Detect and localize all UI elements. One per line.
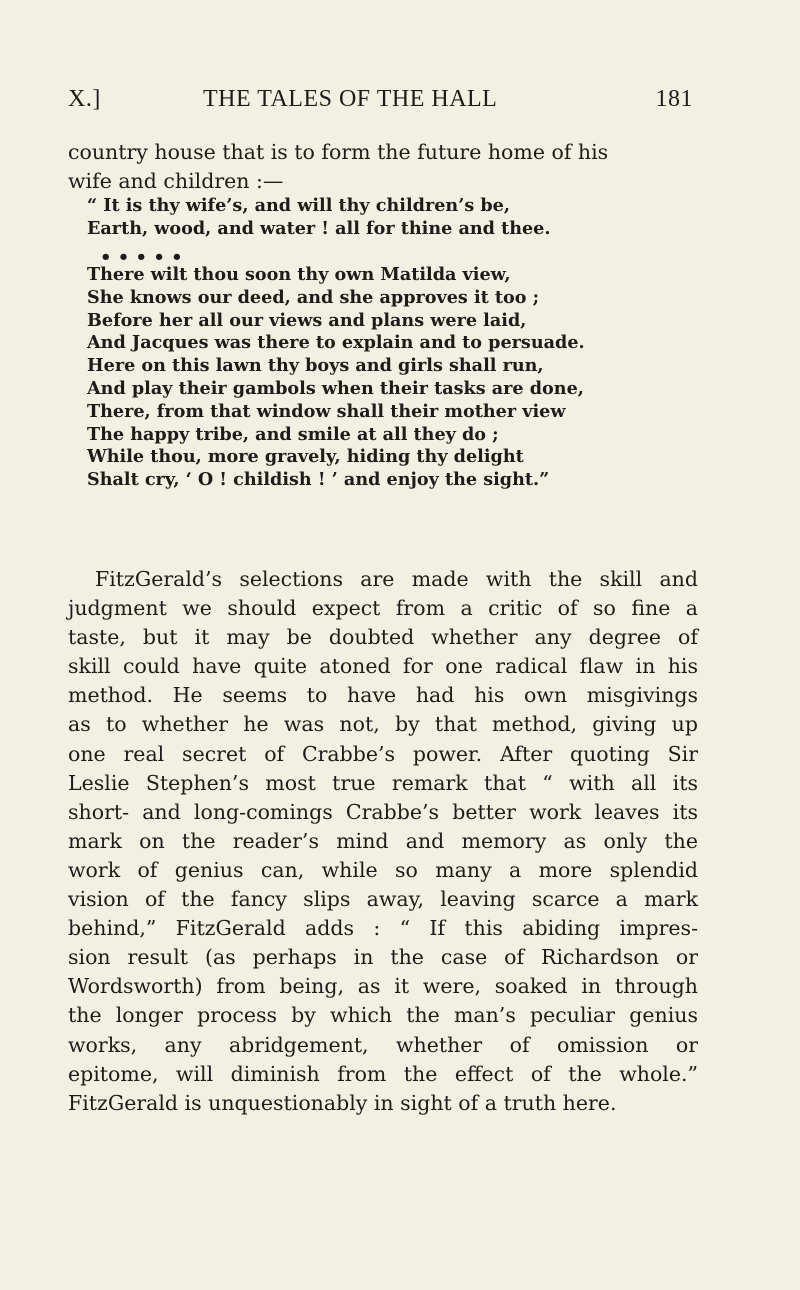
poem-line: The happy tribe, and smile at all they do ; xyxy=(87,423,499,445)
text-line: FitzGerald’s selections are made with the skill and xyxy=(95,567,698,591)
text-line: wife and children :— xyxy=(68,169,284,193)
text-line: as to whether he was not, by that method, giving up xyxy=(68,712,698,737)
text-line: works, any abridgement, whether of omission or xyxy=(68,1032,698,1057)
text-line: country house that is to form the future home of his xyxy=(68,140,609,164)
text-line: the longer process by which the man’s peculiar genius xyxy=(68,1003,698,1028)
text-line: short- and long-comings Crabbe’s better work leaves its xyxy=(68,799,698,824)
intro-paragraph xyxy=(68,138,698,196)
poem-line: While thou, more gravely, hiding thy delight xyxy=(87,446,524,468)
text-line: epitome, will diminish from the effect of the whole.” xyxy=(68,1061,698,1086)
chapter-number: X.] xyxy=(68,86,101,112)
body-paragraph xyxy=(68,565,698,1118)
poem-line: And play their gambols when their tasks are done, xyxy=(87,377,584,399)
page-number: 181 xyxy=(655,86,693,112)
text-line: Leslie Stephen’s most true remark that “ with all its xyxy=(68,770,698,795)
text-line: judgment we should expect from a critic of so fine a xyxy=(68,596,698,621)
poem-line: There wilt thou soon thy own Matilda view, xyxy=(87,264,511,285)
poem-quotation-opening xyxy=(87,195,687,241)
poem-line: There, from that window shall their mother view xyxy=(87,400,566,422)
running-title: THE TALES OF THE HALL xyxy=(203,86,498,112)
poem-line: She knows our deed, and she approves it too ; xyxy=(87,286,540,308)
poem-quotation-continued xyxy=(87,264,697,492)
text-line: taste, but it may be doubted whether any degree of xyxy=(68,625,698,650)
text-line: behind,” FitzGerald adds : “ If this abiding impres- xyxy=(68,916,698,941)
text-line: one real secret of Crabbe’s power. After quoting Sir xyxy=(68,741,698,766)
poem-line: Shalt cry, ‘ O ! childish ! ’ and enjoy the sight.” xyxy=(87,469,550,491)
poem-line: “ It is thy wife’s, and will thy children’s be, xyxy=(87,195,510,216)
poem-line: Before her all our views and plans were laid, xyxy=(87,309,527,331)
text-line: work of genius can, while so many a more splendid xyxy=(68,857,698,882)
poem-line: Earth, wood, and water ! all for thine and thee. xyxy=(87,217,551,239)
text-line: FitzGerald is unquestionably in sight of a truth here. xyxy=(68,1090,617,1115)
text-line: skill could have quite atoned for one radical flaw in his xyxy=(68,654,698,679)
running-header xyxy=(68,82,693,116)
text-line: vision of the fancy slips away, leaving scarce a mark xyxy=(68,887,698,912)
text-line: method. He seems to have had his own misgivings xyxy=(68,683,698,708)
text-line: Wordsworth) from being, as it were, soaked in through xyxy=(68,974,698,999)
text-line: mark on the reader’s mind and memory as only the xyxy=(68,828,698,853)
stanza-break-dots: • • • • • xyxy=(100,247,183,268)
poem-line: Here on this lawn thy boys and girls shall run, xyxy=(87,355,544,377)
text-line: sion result (as perhaps in the case of Richardson or xyxy=(68,945,698,970)
poem-line: And Jacques was there to explain and to persuade. xyxy=(87,332,585,354)
